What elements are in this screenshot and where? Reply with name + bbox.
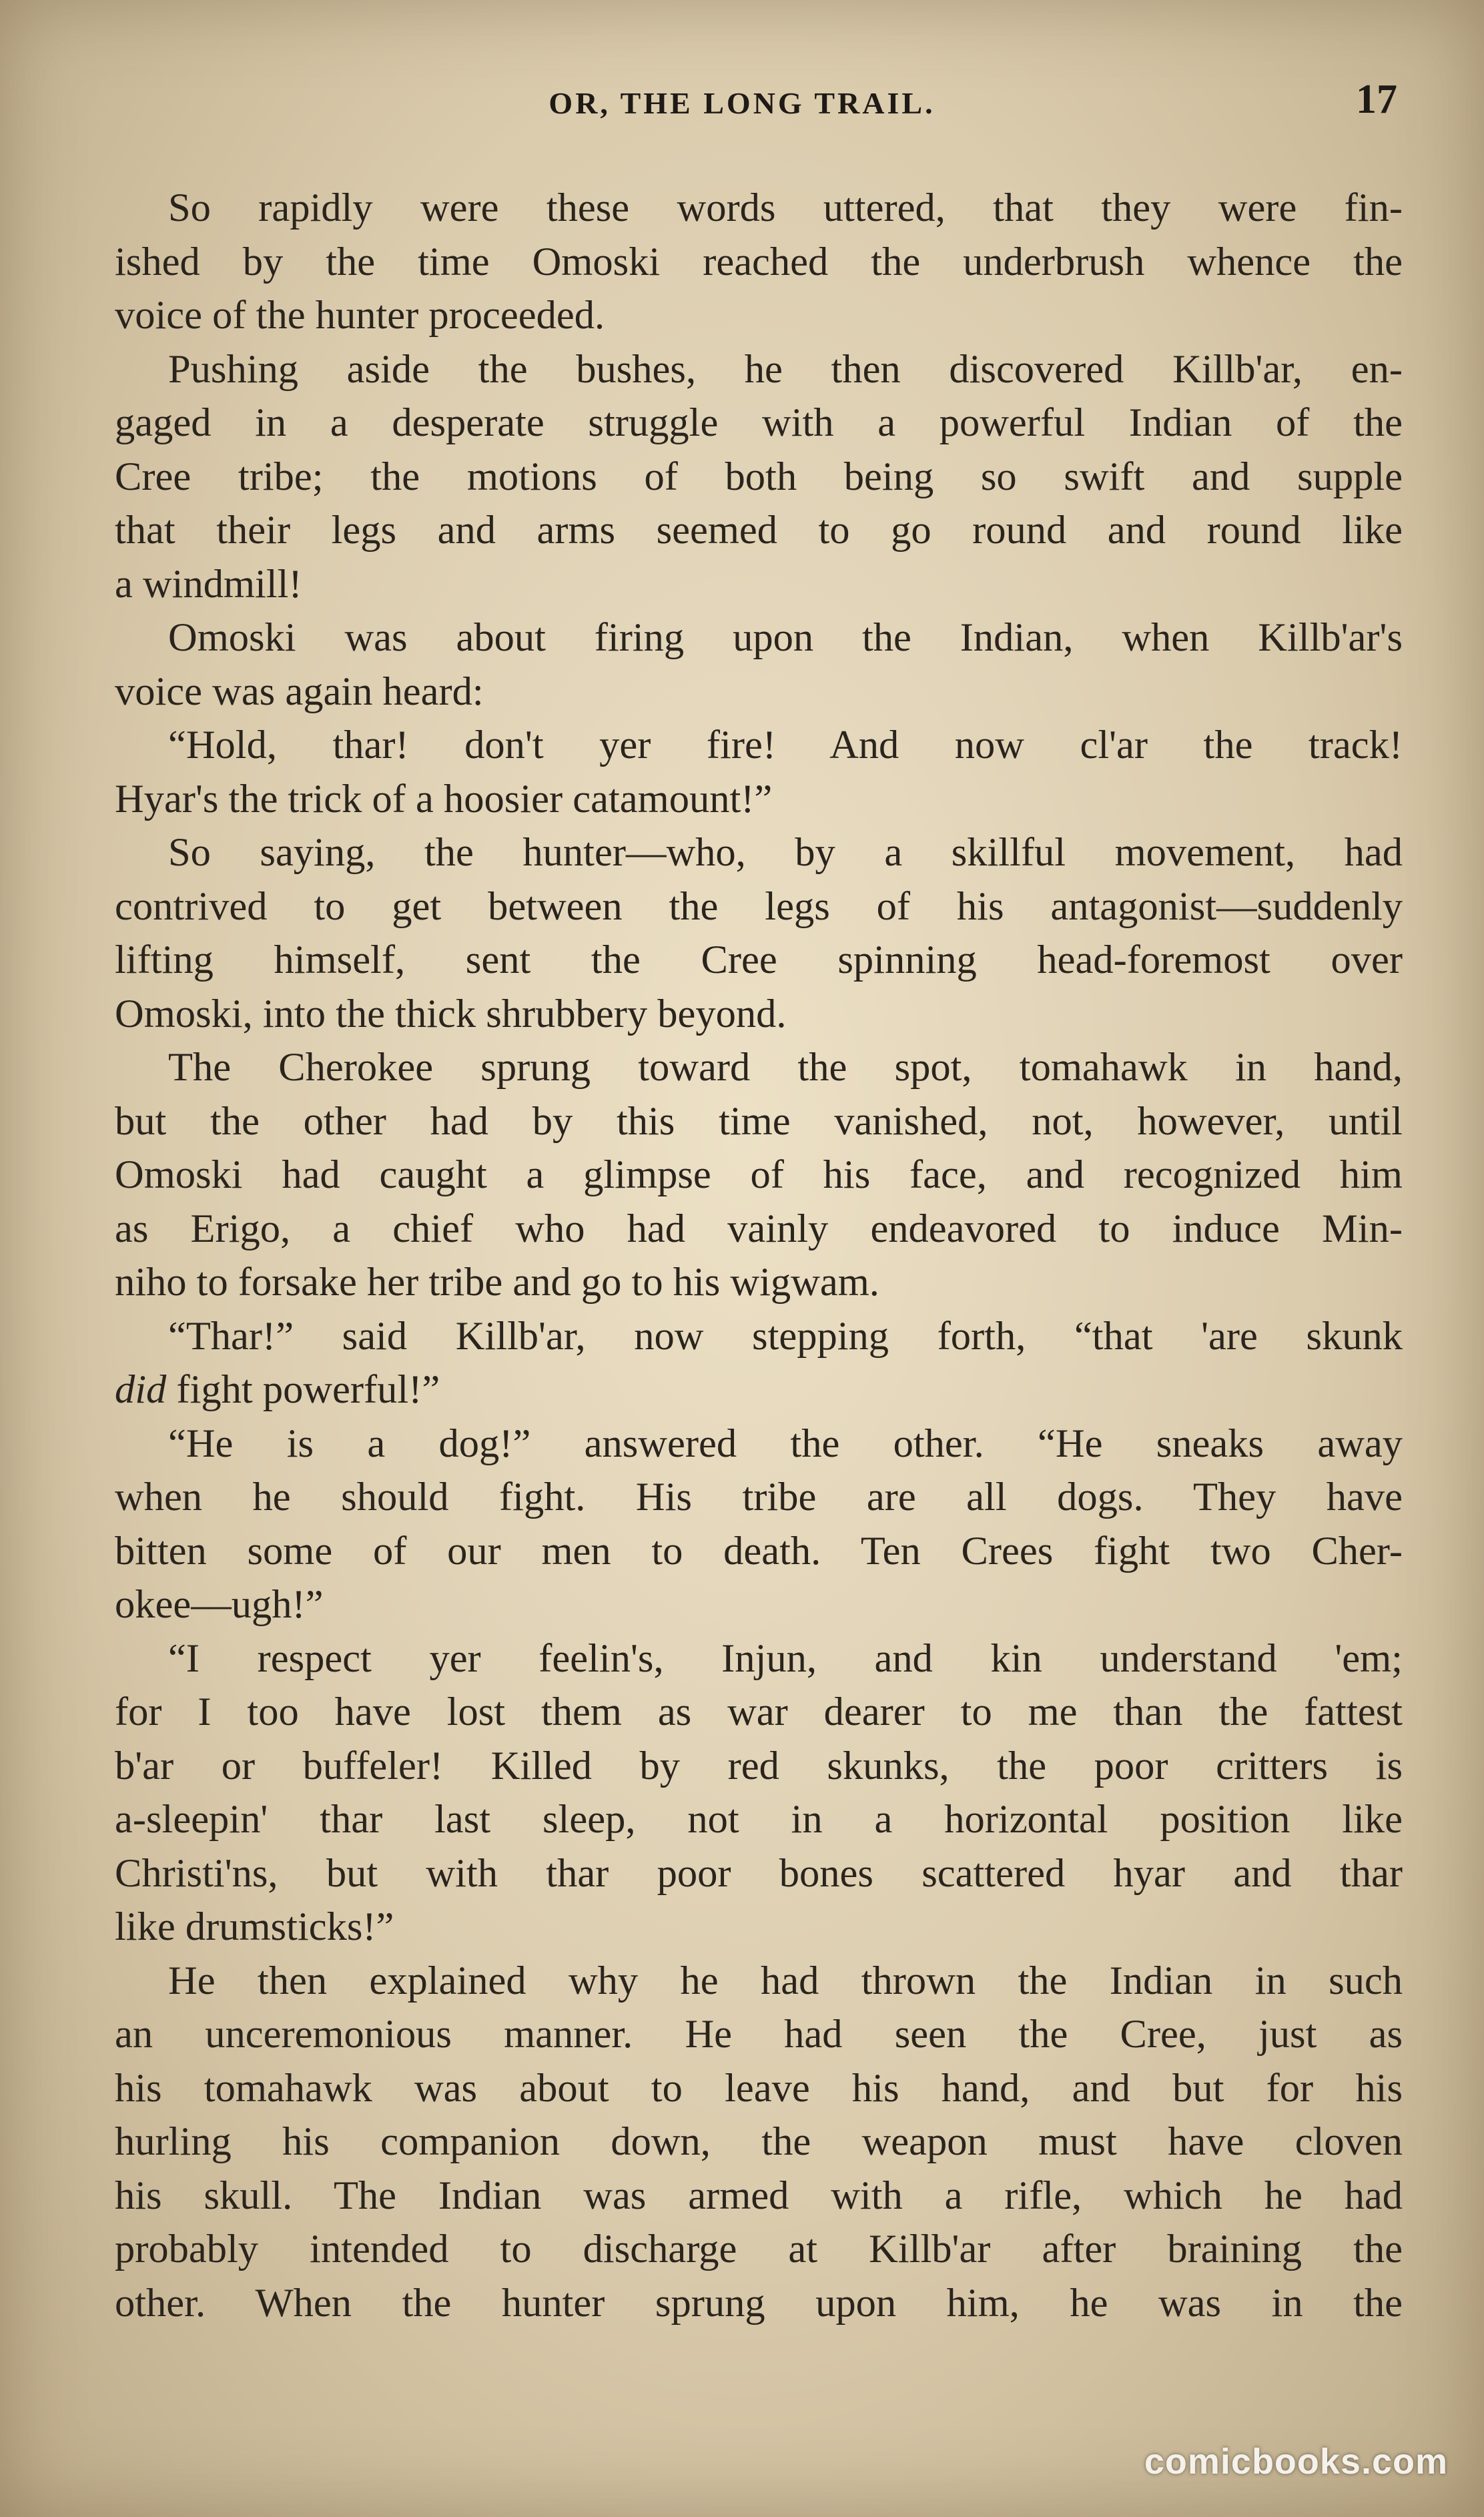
text-line: Pushing aside the bushes, he then discovered Killb'ar, en- bbox=[168, 346, 1403, 392]
text-line-rest: fight powerful!” bbox=[166, 1367, 440, 1412]
text-line: “Hold, thar! don't yer fire! And now cl'ar the track! bbox=[168, 723, 1403, 767]
text-line: “Thar!” said Killb'ar, now stepping forth, “that 'are skunk bbox=[168, 1313, 1403, 1359]
text-line: voice was again heard: bbox=[115, 669, 484, 714]
text-line: probably intended to discharge at Killb'ar after braining the bbox=[115, 2227, 1403, 2271]
text-line: as Erigo, a chief who had vainly endeavored to induce Min- bbox=[115, 1206, 1403, 1251]
text-line: like drumsticks!” bbox=[115, 1904, 394, 1949]
text-line: for I too have lost them as war dearer to me than the fattest bbox=[115, 1690, 1403, 1734]
text-line: when he should fight. His tribe are all dogs. They have bbox=[115, 1475, 1403, 1519]
text-line: hurling his companion down, the weapon must have cloven bbox=[115, 2119, 1403, 2164]
text-line: Omoski had caught a glimpse of his face, and recognized him bbox=[115, 1152, 1403, 1197]
text-line: niho to forsake her tribe and go to his wigwam. bbox=[115, 1260, 879, 1305]
text-line: his skull. The Indian was armed with a rifle, which he had bbox=[115, 2173, 1403, 2218]
text-line: but the other had by this time vanished, not, however, until bbox=[115, 1098, 1403, 1144]
text-line: voice of the hunter proceeded. bbox=[115, 293, 605, 338]
running-head: OR, THE LONG TRAIL. bbox=[548, 86, 936, 120]
text-line: He then explained why he had thrown the Indian in such bbox=[168, 1958, 1403, 2003]
page-header bbox=[0, 77, 1484, 139]
text-line bbox=[115, 1363, 1403, 1417]
text-line: bitten some of our men to death. Ten Crees fight two Cher- bbox=[115, 1528, 1403, 1573]
text-line: Christi'ns, but with thar poor bones scattered hyar and thar bbox=[115, 1850, 1403, 1896]
text-line: Hyar's the trick of a hoosier catamount!” bbox=[115, 776, 773, 821]
text-line: gaged in a desperate struggle with a powerful Indian of the bbox=[115, 400, 1403, 445]
text-line: “He is a dog!” answered the other. “He sneaks away bbox=[168, 1421, 1403, 1466]
text-line: okee—ugh!” bbox=[115, 1582, 324, 1627]
text-line: an unceremonious manner. He had seen the Cree, just as bbox=[115, 2012, 1403, 2057]
body-text bbox=[115, 182, 1403, 2330]
page-number: 17 bbox=[1356, 77, 1397, 122]
text-line: Omoski, into the thick shrubbery beyond. bbox=[115, 991, 787, 1036]
text-line: a-sleepin' thar last sleep, not in a horizontal position like bbox=[115, 1797, 1403, 1842]
text-line: other. When the hunter sprung upon him, he was in the bbox=[115, 2280, 1403, 2325]
text-line: Omoski was about firing upon the Indian, when Killb'ar's bbox=[168, 615, 1403, 660]
text-line: Cree tribe; the motions of both being so swift and supple bbox=[115, 454, 1403, 499]
text-line: b'ar or buffeler! Killed by red skunks, the poor critters is bbox=[115, 1743, 1403, 1788]
text-line: a windmill! bbox=[115, 561, 302, 607]
text-line: ished by the time Omoski reached the underbrush whence the bbox=[115, 239, 1403, 284]
text-line: So rapidly were these words uttered, that they were fin- bbox=[168, 186, 1403, 230]
text-line: “I respect yer feelin's, Injun, and kin understand 'em; bbox=[168, 1636, 1403, 1681]
watermark: comicbooks.com bbox=[1144, 2442, 1448, 2482]
text-line: that their legs and arms seemed to go round and round like bbox=[115, 508, 1403, 553]
text-line: The Cherokee sprung toward the spot, tomahawk in hand, bbox=[168, 1045, 1403, 1090]
italic-word: did bbox=[115, 1367, 167, 1412]
text-line: contrived to get between the legs of his antagonist—suddenly bbox=[115, 883, 1403, 929]
text-line: lifting himself, sent the Cree spinning head-foremost over bbox=[115, 938, 1403, 982]
text-line: So saying, the hunter—who, by a skillful movement, had bbox=[168, 830, 1403, 875]
text-line: his tomahawk was about to leave his hand, and but for his bbox=[115, 2065, 1403, 2111]
